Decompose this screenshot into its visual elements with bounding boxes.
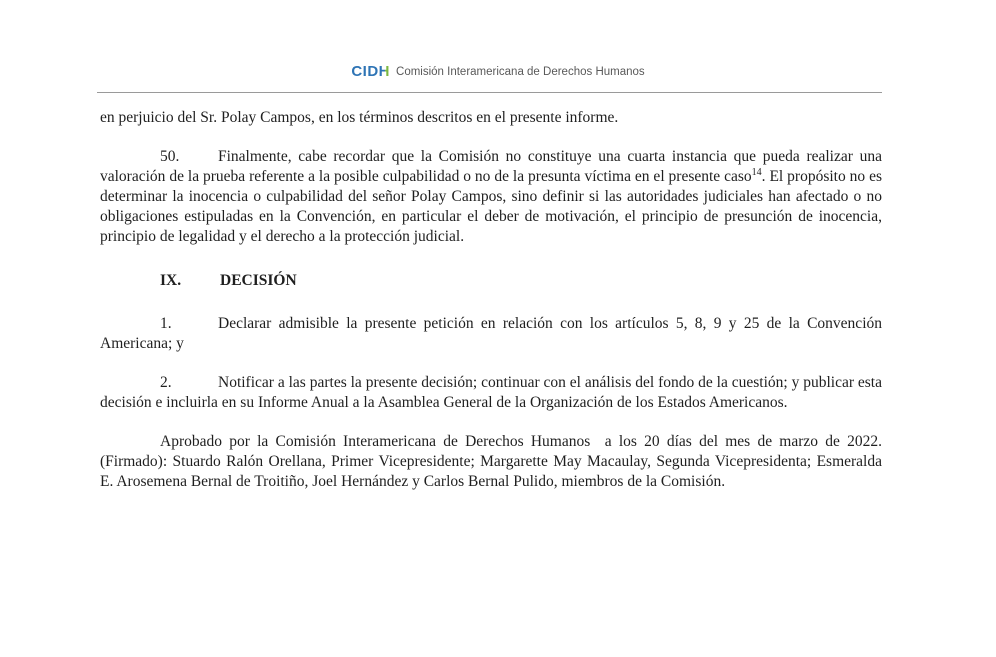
organization-name: Comisión Interamericana de Derechos Humanos [396,65,645,78]
paragraph-50-text-after: . El propósito no es determinar la inocencia o culpabilidad del señor Polay Campos, sino definir si las autoridades judiciales han afectado o no obligaciones estipuladas en la Convención, en particular el deber de motivación, el principio de presunción de inocencia, principio de legalidad y el derecho a la protección judicial. [100,168,882,245]
cidh-logo-text-main: CID [351,63,379,81]
approval-paragraph [100,432,882,492]
decision-paragraph-1 [100,314,882,354]
section-heading-decision [100,271,882,291]
cidh-logo [351,63,390,80]
intro-paragraph [100,108,882,128]
paragraph-50 [100,147,882,247]
page-header [0,0,996,81]
paragraph-50-number: 50. [160,148,180,165]
footnote-14-reference: 14 [751,166,762,178]
decision-1-text: Declarar admisible la presente petición en relación con los artículos 5, 8, 9 y 25 de la Convención Americana; y [100,315,882,352]
cidh-logo-text-last: H [378,63,391,81]
approval-paragraph-text: Aprobado por la Comisión Interamericana de Derechos Humanos a los 20 días del mes de marzo de 2022. (Firmado): Stuardo Ralón Orellana, Primer Vicepresidente; Margarette May Macaulay, Segunda Vicepresidenta; Esmeralda E. Arosemena Bernal de Troitiño, Joel Hernández y Carlos Bernal Pulido, miembros de la Comisión. [100,433,882,490]
decision-2-number: 2. [160,374,172,391]
decision-paragraph-2 [100,373,882,413]
intro-paragraph-text: en perjuicio del Sr. Polay Campos, en los términos descritos en el presente informe. [100,109,619,126]
section-heading-number: IX. [160,272,182,289]
paragraph-50-text-before: Finalmente, cabe recordar que la Comisión no constituye una cuarta instancia que pueda realizar una valoración de la prueba referente a la posible culpabilidad o no de la presunta víctima en el presente caso [100,148,882,185]
document-body [0,93,996,492]
decision-2-text: Notificar a las partes la presente decisión; continuar con el análisis del fondo de la cuestión; y publicar esta decisión e incluirla en su Informe Anual a la Asamblea General de la Organización de los Estados Americanos. [100,374,882,411]
decision-1-number: 1. [160,315,172,332]
section-heading-title: DECISIÓN [220,272,297,289]
